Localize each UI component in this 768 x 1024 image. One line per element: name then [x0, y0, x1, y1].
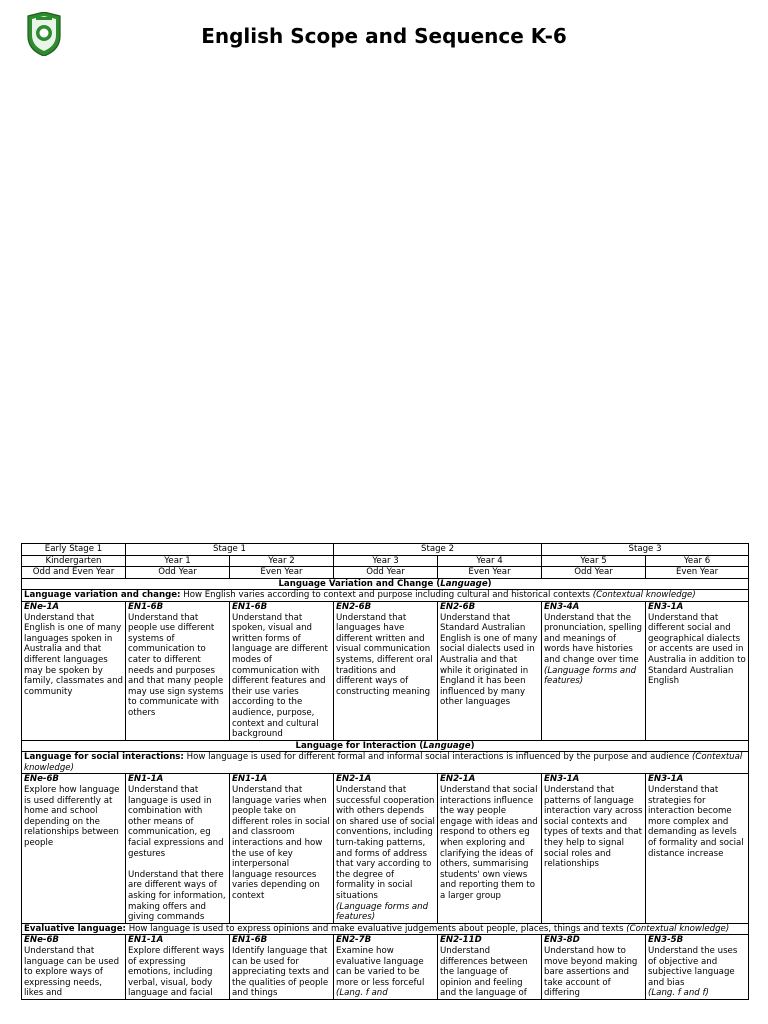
outcome-description: Identify language that can be used for appreciating texts and the qualities of people and things — [232, 945, 329, 999]
outcome-cell — [126, 601, 230, 740]
outcome-cell — [22, 935, 126, 1000]
outcome-description: Understand that language varies when people take on different roles in social and classroom interactions and how the use of key interpersonal language resources varies depending on context — [232, 785, 330, 901]
outcome-cell — [230, 601, 334, 740]
outcome-code: EN1-1A — [128, 935, 164, 946]
outcome-code: EN3-1A — [544, 774, 580, 785]
year-cell: Year 6 — [646, 555, 749, 567]
strand-text: How language is used for different formal and informal social interactions is influenced by the purpose and audience — [186, 752, 690, 763]
outcome-description: Understand the uses of objective and subjective language and bias — [648, 945, 738, 988]
outcome-code: ENe-6B — [24, 935, 59, 946]
outcome-cell — [646, 774, 749, 923]
outcome-row — [22, 774, 749, 923]
outcome-description: Understand that Standard Australian English is one of many social dialects used in Australia and that while it originated in England it has been influenced by many other languages — [440, 612, 538, 708]
outcome-note: (Language forms and features) — [336, 901, 429, 923]
outcome-description: Understand that patterns of language interaction vary across social contexts and types of texts and that they help to signal social roles and relationships — [544, 785, 643, 870]
outcome-code: EN3-5B — [648, 935, 684, 946]
cycle-cell: Odd Year — [542, 567, 646, 579]
outcome-code: EN1-1A — [128, 774, 164, 785]
cycle-cell: Odd Year — [334, 567, 438, 579]
outcome-description: Understand that language can be used to explore ways of expressing needs, likes and — [24, 945, 120, 999]
strand-description — [22, 752, 749, 774]
outcome-description: Understand that successful cooperation with others depends on shared use of social conventions, including turn-taking patterns, and forms of address that vary according to the degree of formality in social situations — [336, 785, 435, 901]
cycle-cell: Odd and Even Year — [22, 567, 126, 579]
outcome-cell — [334, 774, 438, 923]
strand-note: (Contextual knowledge) — [24, 752, 743, 773]
strand-description — [22, 590, 749, 602]
outcome-description: Understand that English is one of many languages spoken in Australia and that different languages may be spoken by family, classmates and community — [24, 612, 123, 697]
strand-label: Evaluative language: — [24, 923, 126, 934]
outcome-cell — [438, 601, 542, 740]
strand-label: Language for social interactions: — [24, 752, 184, 763]
outcome-code: EN1-6B — [232, 601, 268, 612]
strand-text: How language is used to express opinions and make evaluative judgements about people, places, things and texts — [128, 923, 624, 934]
outcome-cell — [438, 935, 542, 1000]
outcome-description: Understand that spoken, visual and written forms of language are different modes of communication with different features and their use varies according to the audience, purpose, context and cultural background — [232, 612, 328, 740]
outcome-cell — [22, 774, 126, 923]
outcome-cell — [126, 935, 230, 1000]
section-heading-row — [22, 740, 749, 752]
outcome-description: Explore different ways of expressing emotions, including verbal, visual, body language and facial — [128, 945, 225, 999]
stage-cell: Stage 2 — [334, 544, 542, 556]
outcome-cell — [542, 774, 646, 923]
cycle-cell: Even Year — [646, 567, 749, 579]
outcome-code: EN3-1A — [648, 774, 684, 785]
outcome-code: EN3-1A — [648, 601, 684, 612]
section-heading-paren: Language — [440, 578, 488, 589]
scope-sequence-table — [21, 543, 749, 1000]
year-cell: Year 3 — [334, 555, 438, 567]
outcome-description: Understand that strategies for interaction become more complex and demanding as levels of formality and social distance increase — [648, 785, 744, 859]
outcome-code: EN2-11D — [440, 935, 482, 946]
outcome-row — [22, 935, 749, 1000]
year-cell: Year 2 — [230, 555, 334, 567]
stage-cell: Stage 1 — [126, 544, 334, 556]
outcome-code: EN3-4A — [544, 601, 580, 612]
outcome-description: Understand that languages have different written and visual communication systems, different oral traditions and different ways of constructing meaning — [336, 612, 433, 697]
stage-row — [22, 544, 749, 556]
year-cell: Kindergarten — [22, 555, 126, 567]
outcome-code: ENe-1A — [24, 601, 60, 612]
outcome-note: (Language forms and features) — [544, 665, 637, 687]
cycle-cell: Even Year — [438, 567, 542, 579]
outcome-cell — [126, 774, 230, 923]
outcome-code: EN3-8D — [544, 935, 580, 946]
outcome-code: EN2-6B — [336, 601, 372, 612]
year-cell: Year 1 — [126, 555, 230, 567]
outcome-code: EN2-7B — [336, 935, 372, 946]
section-heading: Language for Interaction (Language) — [22, 740, 749, 752]
year-cell: Year 4 — [438, 555, 542, 567]
outcome-code: EN2-1A — [336, 774, 372, 785]
stage-cell: Stage 3 — [542, 544, 749, 556]
stage-cell: Early Stage 1 — [22, 544, 126, 556]
outcome-description: Understand that the pronunciation, spelling and meanings of words have histories and change over time — [544, 612, 643, 665]
page-title: English Scope and Sequence K-6 — [201, 24, 567, 48]
outcome-cell — [646, 601, 749, 740]
outcome-code: EN2-6B — [440, 601, 476, 612]
section-heading-row — [22, 578, 749, 590]
outcome-cell — [230, 774, 334, 923]
outcome-code: EN1-6B — [232, 935, 268, 946]
section-heading: Language Variation and Change (Language) — [22, 578, 749, 590]
cycle-cell: Even Year — [230, 567, 334, 579]
strand-label: Language variation and change: — [24, 590, 181, 601]
section-heading-paren: Language — [423, 740, 471, 751]
outcome-description: Understand that different social and geographical dialects or accents are used in Australia in addition to Standard Australian English — [648, 612, 746, 687]
year-row — [22, 555, 749, 567]
section-heading-text: Language for Interaction — [295, 740, 417, 751]
outcome-cell — [334, 935, 438, 1000]
outcome-row — [22, 601, 749, 740]
year-cell: Year 5 — [542, 555, 646, 567]
outcome-cell — [230, 935, 334, 1000]
cycle-row — [22, 567, 749, 579]
outcome-code: EN2-1A — [440, 774, 476, 785]
outcome-description: Examine how evaluative language can be varied to be more or less forceful — [336, 945, 425, 988]
outcome-description: Understand differences between the language of opinion and feeling and the language of — [440, 945, 528, 999]
outcome-code: EN1-1A — [232, 774, 268, 785]
strand-note: (Contextual knowledge) — [626, 923, 730, 934]
strand-row — [22, 590, 749, 602]
outcome-cell — [334, 601, 438, 740]
outcome-description: Understand that language is used in combination with other means of communication, eg facial expressions and gestures Understand that there are different ways of asking for information, making offers and giving commands — [128, 785, 226, 923]
cycle-cell: Odd Year — [126, 567, 230, 579]
outcome-note: (Lang. f and f) — [648, 988, 709, 999]
outcome-description: Understand how to move beyond making bare assertions and take account of differing — [544, 945, 638, 999]
strand-row — [22, 923, 749, 935]
outcome-code: ENe-6B — [24, 774, 59, 785]
outcome-description: Understand that social interactions influence the way people engage with ideas and respond to others eg when exploring and clarifying the ideas of others, summarising students' own views and reporting them to a larger group — [440, 785, 538, 901]
outcome-code: EN1-6B — [128, 601, 164, 612]
section-heading-text: Language Variation and Change — [278, 578, 434, 589]
strand-row — [22, 752, 749, 774]
outcome-note: (Lang. f and — [336, 988, 388, 999]
outcome-cell — [646, 935, 749, 1000]
strand-description — [22, 923, 749, 935]
outcome-description: Understand that people use different systems of communication to cater to different needs and purposes and that many people may use sign systems to communicate with others — [128, 612, 224, 718]
strand-note: (Contextual knowledge) — [592, 590, 696, 601]
strand-text: How English varies according to context and purpose including cultural and historical contexts — [183, 590, 591, 601]
outcome-cell — [22, 601, 126, 740]
outcome-description: Explore how language is used differently at home and school depending on the relationships between people — [24, 785, 120, 849]
outcome-cell — [438, 774, 542, 923]
outcome-cell — [542, 935, 646, 1000]
outcome-cell — [542, 601, 646, 740]
